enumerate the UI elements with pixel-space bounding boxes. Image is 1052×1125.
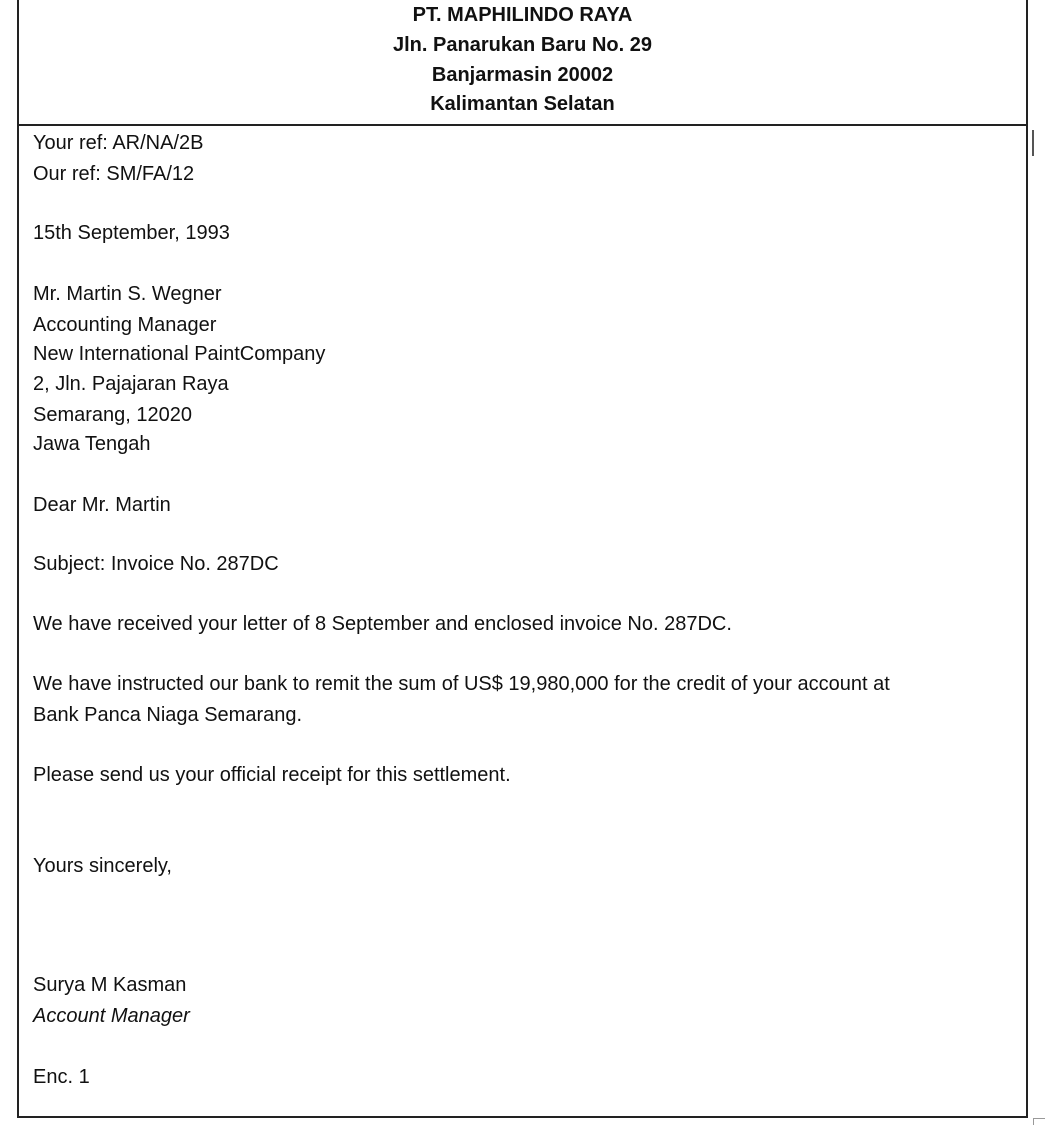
letterhead — [19, 0, 1026, 126]
paragraph-3: Please send us your official receipt for this settlement. — [33, 764, 511, 786]
resize-handle[interactable] — [1033, 1118, 1045, 1125]
company-province: Kalimantan Selatan — [430, 93, 615, 115]
paragraph-2-line-2: Bank Panca Niaga Semarang. — [33, 704, 303, 726]
signature-name: Surya M Kasman — [33, 974, 187, 996]
letter-date: 15th September, 1993 — [33, 222, 230, 244]
our-ref: Our ref: SM/FA/12 — [33, 163, 195, 185]
enclosure: Enc. 1 — [33, 1066, 90, 1088]
your-ref: Your ref: AR/NA/2B — [33, 132, 204, 154]
closing: Yours sincerely, — [33, 855, 172, 877]
salutation: Dear Mr. Martin — [33, 494, 171, 516]
company-city: Banjarmasin 20002 — [431, 64, 614, 86]
signature-title: Account Manager — [33, 1005, 190, 1027]
recipient-title: Accounting Manager — [33, 314, 217, 336]
company-name: PT. MAPHILINDO RAYA — [412, 4, 633, 26]
recipient-company: New International PaintCompany — [33, 343, 326, 365]
recipient-city: Semarang, 12020 — [33, 404, 193, 426]
paragraph-1: We have received your letter of 8 September and enclosed invoice No. 287DC. — [33, 613, 732, 635]
recipient-province: Jawa Tengah — [33, 433, 151, 455]
recipient-name: Mr. Martin S. Wegner — [33, 283, 222, 305]
letter-frame — [17, 0, 1028, 1118]
text-cursor — [1032, 130, 1034, 156]
recipient-street: 2, Jln. Pajajaran Raya — [33, 373, 229, 395]
company-street: Jln. Panarukan Baru No. 29 — [393, 34, 652, 56]
paragraph-2-line-1: We have instructed our bank to remit the sum of US$ 19,980,000 for the credit of your account at — [33, 673, 890, 695]
subject-line: Subject: Invoice No. 287DC — [33, 553, 279, 575]
